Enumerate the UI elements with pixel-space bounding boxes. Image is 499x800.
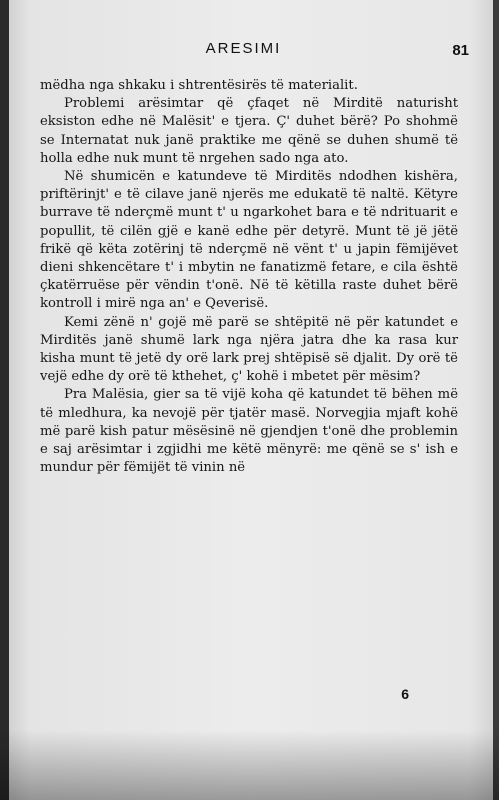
paragraph-4: Kemi zënë n' gojë më parë se shtëpitë në për katundet e Mirditës janë shumë lark nga njëra jatra dhe ka rasa kur kisha munt të jetë dy orë lark prej shtëpisë së djalit. Dy orë të vejë edhe dy orë të kthehet, ç' kohë i mbetet për mësim? — [40, 314, 458, 385]
running-header — [46, 40, 469, 64]
running-title: ARESIMI — [205, 40, 282, 57]
paragraph-5: Pra Malësia, gier sa të vijë koha që katundet të bëhen më të mledhura, ka nevojë për tjatër masë. Norvegjia mjaft kohë më parë kish patur mësësinë në gjendjen t'onë dhe problemin e saj arësimtar i zgjidhi me këtë mënyrë: me qënë se s' ish e mundur për fëmijët të vinin në — [40, 387, 458, 476]
page-number: 81 — [452, 42, 469, 59]
page-left-shadow — [0, 0, 9, 800]
signature-mark: 6 — [401, 686, 409, 702]
page-bottom-shadow — [0, 730, 499, 800]
paragraph-1: mëdha nga shkaku i shtrentësirës të materialit. — [40, 78, 358, 93]
paragraph-2: Problemi arësimtar që çfaqet në Mirditë naturisht eksiston edhe në Malësit' e tjera. Ç' duhet bërë? Po shohmë se Internatat nuk janë praktike me qënë se duhen shumë të holla edhe nuk munt të nrgehen sado nga ato. — [40, 96, 458, 166]
body-text — [40, 77, 458, 477]
page-right-shadow — [493, 0, 499, 800]
paragraph-3: Në shumicën e katundeve të Mirditës ndodhen kishëra, priftërinjt' e të cilave janë njerës me edukatë të naltë. Këtyre burrave të nderçmë munt t' u ngarkohet bara e të ndrituarit e popullit, të cilën gjë e kanë edhe për detyrë. Munt të jë jëtë frikë që këta zotërinj të nderçmë në vënt t' u japin fëmijëvet dieni shkencëtare t' i mbytin ne fanatizmë fetare, e cila është çkatërruëse për vëndin t'onë. Në të këtilla raste duhet bërë kontroll i mirë nga an' e Qeverisë. — [40, 169, 458, 312]
